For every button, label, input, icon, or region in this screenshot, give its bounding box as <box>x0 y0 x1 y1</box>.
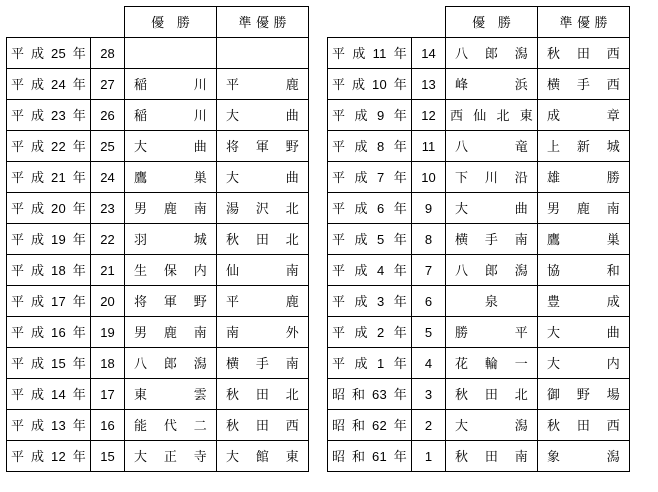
winner-text: 八竜 <box>455 138 528 154</box>
runnerup-text: 平鹿 <box>226 293 299 309</box>
winner-text: 生保内 <box>134 262 207 278</box>
runnerup-text: 南外 <box>226 324 299 340</box>
runnerup-text: 雄勝 <box>547 169 620 185</box>
table-row <box>7 193 309 224</box>
cell-year <box>328 286 412 317</box>
table-row <box>7 255 309 286</box>
cell-edition-number: 15 <box>91 441 125 472</box>
winner-text: 将軍野 <box>134 293 207 309</box>
cell-edition-number: 7 <box>412 255 446 286</box>
cell-year <box>7 410 91 441</box>
cell-year <box>7 69 91 100</box>
year-text: 昭和63年 <box>332 386 407 402</box>
table-row <box>328 193 630 224</box>
header-runnerup: 準優勝 <box>538 7 630 38</box>
cell-winner <box>446 379 538 410</box>
runnerup-text: 湯沢北 <box>226 200 299 216</box>
runnerup-text: 大曲 <box>226 107 299 123</box>
cell-winner <box>446 69 538 100</box>
table-row <box>328 410 630 441</box>
table-row <box>328 162 630 193</box>
runnerup-text: 大曲 <box>547 324 620 340</box>
cell-edition-number: 9 <box>412 193 446 224</box>
winner-text: 大正寺 <box>134 448 207 464</box>
cell-year <box>7 131 91 162</box>
runnerup-text: 豊成 <box>547 293 620 309</box>
header-winner: 優 勝 <box>446 7 538 38</box>
runnerup-text: 平鹿 <box>226 76 299 92</box>
cell-year <box>328 100 412 131</box>
year-text: 平成19年 <box>11 231 86 247</box>
cell-winner <box>125 255 217 286</box>
cell-year <box>328 348 412 379</box>
cell-edition-number: 14 <box>412 38 446 69</box>
cell-edition-number: 24 <box>91 162 125 193</box>
runnerup-text: 大内 <box>547 355 620 371</box>
right-record-table <box>327 6 630 472</box>
cell-edition-number: 12 <box>412 100 446 131</box>
cell-runnerup <box>217 38 309 69</box>
header-winner: 優 勝 <box>125 7 217 38</box>
cell-runnerup <box>217 410 309 441</box>
winner-text: 花輪一 <box>455 355 528 371</box>
year-text: 平成18年 <box>11 262 86 278</box>
table-row <box>328 131 630 162</box>
cell-runnerup <box>217 131 309 162</box>
year-text: 平成16年 <box>11 324 86 340</box>
left-record-table <box>6 6 309 472</box>
year-text: 平成9年 <box>332 107 407 123</box>
year-text: 平成3年 <box>332 293 407 309</box>
winner-text: 八郎潟 <box>455 45 528 61</box>
cell-winner <box>125 224 217 255</box>
runnerup-text: 協和 <box>547 262 620 278</box>
cell-year <box>328 317 412 348</box>
header-spacer-year <box>328 7 412 38</box>
year-text: 平成5年 <box>332 231 407 247</box>
cell-runnerup <box>217 441 309 472</box>
cell-edition-number: 2 <box>412 410 446 441</box>
runnerup-text: 横手南 <box>226 355 299 371</box>
cell-year <box>7 100 91 131</box>
cell-winner <box>125 38 217 69</box>
table-row <box>7 38 309 69</box>
table-row <box>328 69 630 100</box>
winner-text: 稲川 <box>134 107 207 123</box>
cell-year <box>7 317 91 348</box>
cell-winner <box>125 379 217 410</box>
year-text: 平成10年 <box>332 76 407 92</box>
cell-edition-number: 25 <box>91 131 125 162</box>
table-row <box>7 162 309 193</box>
year-text: 平成2年 <box>332 324 407 340</box>
cell-runnerup <box>538 255 630 286</box>
runnerup-text: 御野場 <box>547 386 620 402</box>
cell-year <box>7 162 91 193</box>
cell-edition-number: 10 <box>412 162 446 193</box>
year-text: 平成1年 <box>332 355 407 371</box>
table-row <box>7 286 309 317</box>
cell-runnerup <box>538 38 630 69</box>
cell-year <box>328 131 412 162</box>
cell-edition-number: 17 <box>91 379 125 410</box>
cell-runnerup <box>538 441 630 472</box>
winner-text: 大曲 <box>455 200 528 216</box>
winner-text: 八郎潟 <box>455 262 528 278</box>
cell-runnerup <box>217 379 309 410</box>
cell-runnerup <box>538 410 630 441</box>
cell-edition-number: 11 <box>412 131 446 162</box>
year-text: 平成13年 <box>11 417 86 433</box>
cell-year <box>328 69 412 100</box>
winner-text: 男鹿南 <box>134 324 207 340</box>
cell-edition-number: 3 <box>412 379 446 410</box>
cell-year <box>7 193 91 224</box>
cell-runnerup <box>217 193 309 224</box>
year-text: 昭和62年 <box>332 417 407 433</box>
cell-winner <box>125 348 217 379</box>
header-runnerup: 準優勝 <box>217 7 309 38</box>
cell-edition-number: 22 <box>91 224 125 255</box>
cell-runnerup <box>217 162 309 193</box>
cell-runnerup <box>538 224 630 255</box>
cell-runnerup <box>217 69 309 100</box>
year-text: 平成12年 <box>11 448 86 464</box>
winner-text: 男鹿南 <box>134 200 207 216</box>
cell-winner <box>446 38 538 69</box>
cell-edition-number: 1 <box>412 441 446 472</box>
cell-winner <box>125 131 217 162</box>
cell-year <box>7 38 91 69</box>
year-text: 昭和61年 <box>332 448 407 464</box>
runnerup-text: 象潟 <box>547 448 620 464</box>
cell-year <box>328 379 412 410</box>
runnerup-text: 鷹巣 <box>547 231 620 247</box>
cell-winner <box>446 348 538 379</box>
cell-year <box>7 379 91 410</box>
cell-edition-number: 19 <box>91 317 125 348</box>
cell-edition-number: 4 <box>412 348 446 379</box>
cell-runnerup <box>217 100 309 131</box>
winner-text: 能代二 <box>134 417 207 433</box>
cell-runnerup <box>538 286 630 317</box>
table-row <box>328 317 630 348</box>
cell-year <box>7 348 91 379</box>
cell-edition-number: 26 <box>91 100 125 131</box>
header-spacer-num <box>91 7 125 38</box>
runnerup-text: 大館東 <box>226 448 299 464</box>
table-row <box>7 69 309 100</box>
year-text: 平成14年 <box>11 386 86 402</box>
table-row <box>328 255 630 286</box>
table-row <box>7 348 309 379</box>
cell-runnerup <box>217 348 309 379</box>
cell-winner <box>125 193 217 224</box>
winner-text: 勝平 <box>455 324 528 340</box>
cell-year <box>328 162 412 193</box>
cell-edition-number: 21 <box>91 255 125 286</box>
cell-edition-number: 20 <box>91 286 125 317</box>
table-row <box>7 410 309 441</box>
table-row <box>328 38 630 69</box>
runnerup-text: 秋田西 <box>547 45 620 61</box>
table-row <box>328 441 630 472</box>
winner-text: 稲川 <box>134 76 207 92</box>
runnerup-text: 秋田北 <box>226 231 299 247</box>
cell-runnerup <box>217 286 309 317</box>
cell-runnerup <box>538 348 630 379</box>
year-text: 平成25年 <box>11 45 86 61</box>
cell-winner <box>446 100 538 131</box>
cell-runnerup <box>538 100 630 131</box>
cell-winner <box>125 69 217 100</box>
cell-winner <box>125 441 217 472</box>
table-row <box>7 441 309 472</box>
cell-edition-number: 5 <box>412 317 446 348</box>
cell-runnerup <box>217 224 309 255</box>
table-row <box>7 317 309 348</box>
cell-edition-number: 8 <box>412 224 446 255</box>
winner-text: 下川沿 <box>455 169 528 185</box>
cell-year <box>7 286 91 317</box>
cell-runnerup <box>217 317 309 348</box>
cell-winner <box>446 224 538 255</box>
winner-text: 鷹巣 <box>134 169 207 185</box>
cell-runnerup <box>538 379 630 410</box>
cell-year <box>328 255 412 286</box>
cell-runnerup <box>217 255 309 286</box>
cell-winner <box>446 255 538 286</box>
year-text: 平成4年 <box>332 262 407 278</box>
runnerup-text: 大曲 <box>226 169 299 185</box>
cell-winner <box>446 131 538 162</box>
runnerup-text: 横手西 <box>547 76 620 92</box>
table-row <box>7 379 309 410</box>
table-header-row <box>7 7 309 38</box>
cell-winner <box>125 286 217 317</box>
cell-year <box>328 193 412 224</box>
cell-year <box>328 410 412 441</box>
runnerup-text: 成章 <box>547 107 620 123</box>
table-row <box>328 224 630 255</box>
winner-text: 大曲 <box>134 138 207 154</box>
year-text: 平成17年 <box>11 293 86 309</box>
cell-runnerup <box>538 131 630 162</box>
cell-winner <box>446 162 538 193</box>
year-text: 平成20年 <box>11 200 86 216</box>
year-text: 平成23年 <box>11 107 86 123</box>
cell-runnerup <box>538 317 630 348</box>
header-spacer-num <box>412 7 446 38</box>
runnerup-text: 秋田西 <box>547 417 620 433</box>
year-text: 平成24年 <box>11 76 86 92</box>
year-text: 平成22年 <box>11 138 86 154</box>
cell-edition-number: 23 <box>91 193 125 224</box>
cell-runnerup <box>538 193 630 224</box>
table-row <box>328 286 630 317</box>
cell-winner <box>125 317 217 348</box>
cell-year <box>328 224 412 255</box>
cell-runnerup <box>538 69 630 100</box>
winner-text: 横手南 <box>455 231 528 247</box>
table-row <box>328 100 630 131</box>
winner-text: 羽城 <box>134 231 207 247</box>
cell-edition-number: 6 <box>412 286 446 317</box>
runnerup-text: 秋田北 <box>226 386 299 402</box>
cell-winner <box>446 193 538 224</box>
runnerup-text: 秋田西 <box>226 417 299 433</box>
cell-year <box>7 255 91 286</box>
winner-text: 泉 <box>484 293 499 309</box>
year-text: 平成15年 <box>11 355 86 371</box>
cell-edition-number: 27 <box>91 69 125 100</box>
winner-text: 八郎潟 <box>134 355 207 371</box>
table-row <box>7 131 309 162</box>
cell-year <box>328 441 412 472</box>
cell-winner <box>446 441 538 472</box>
runnerup-text: 将軍野 <box>226 138 299 154</box>
cell-winner <box>125 162 217 193</box>
table-row <box>328 379 630 410</box>
cell-winner <box>125 100 217 131</box>
cell-edition-number: 13 <box>412 69 446 100</box>
winner-text: 東雲 <box>134 386 207 402</box>
table-header-row <box>328 7 630 38</box>
winner-text: 秋田南 <box>455 448 528 464</box>
year-text: 平成11年 <box>332 45 407 61</box>
cell-runnerup <box>538 162 630 193</box>
table-row <box>328 348 630 379</box>
cell-edition-number: 18 <box>91 348 125 379</box>
cell-winner <box>125 410 217 441</box>
winner-text: 大潟 <box>455 417 528 433</box>
header-spacer-year <box>7 7 91 38</box>
cell-edition-number: 16 <box>91 410 125 441</box>
cell-year <box>328 38 412 69</box>
runnerup-text: 上新城 <box>547 138 620 154</box>
runnerup-text: 男鹿南 <box>547 200 620 216</box>
year-text: 平成6年 <box>332 200 407 216</box>
cell-winner <box>446 286 538 317</box>
cell-edition-number: 28 <box>91 38 125 69</box>
winner-text: 西仙北東 <box>450 107 533 123</box>
year-text: 平成21年 <box>11 169 86 185</box>
cell-year <box>7 224 91 255</box>
cell-year <box>7 441 91 472</box>
winner-text: 峰浜 <box>455 76 528 92</box>
year-text: 平成8年 <box>332 138 407 154</box>
year-text: 平成7年 <box>332 169 407 185</box>
table-row <box>7 224 309 255</box>
runnerup-text: 仙南 <box>226 262 299 278</box>
table-row <box>7 100 309 131</box>
cell-winner <box>446 317 538 348</box>
winner-text: 秋田北 <box>455 386 528 402</box>
cell-winner <box>446 410 538 441</box>
